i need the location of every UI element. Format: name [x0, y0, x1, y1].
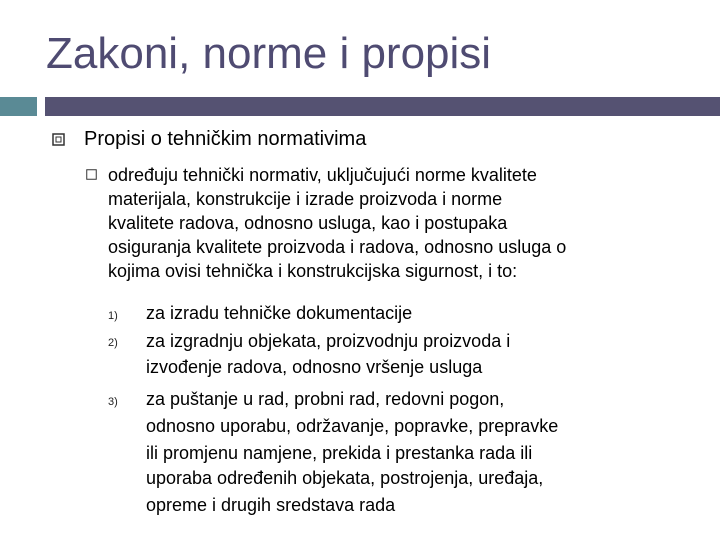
list-item-line: ili promjenu namjene, prekida i prestanka rada ili	[146, 443, 533, 463]
level2-text-line: kojima ovisi tehnička i konstrukcijska sigurnost, i to:	[108, 261, 518, 281]
list-number: 1)	[108, 310, 118, 322]
list-item-line: za izgradnju objekata, proizvodnju proizvoda i	[146, 331, 511, 351]
list-item-line: odnosno uporabu, održavanje, popravke, prepravke	[146, 416, 559, 436]
accent-square	[0, 97, 37, 116]
list-item-line: opreme i drugih sredstava rada	[146, 495, 396, 515]
list-item-line: uporaba određenih objekata, postrojenja, uređaja,	[146, 468, 544, 488]
level2-text-line: kvalitete radova, odnosno usluga, kao i postupaka	[108, 213, 508, 233]
level2-text-line: osiguranja kvalitete proizvoda i radova, odnosno usluga o	[108, 237, 567, 257]
list-number: 3)	[108, 396, 118, 408]
list-number: 2)	[108, 337, 118, 349]
level2-text-line: određuju tehnički normativ, uključujući norme kvalitete	[108, 165, 537, 185]
slide-title: Zakoni, norme i propisi	[46, 29, 492, 78]
list-item-line: za puštanje u rad, probni rad, redovni pogon,	[146, 389, 505, 409]
hollow-square-icon	[52, 133, 65, 146]
level2-text-line: materijala, konstrukcije i izrade proizvoda i norme	[108, 189, 503, 209]
title-underline-bar	[45, 97, 720, 116]
level1-bullet-text: Propisi o tehničkim normativima	[84, 128, 367, 150]
hollow-square-icon	[86, 169, 97, 180]
list-item-line: izvođenje radova, odnosno vršenje usluga	[146, 357, 483, 377]
list-item-line: za izradu tehničke dokumentacije	[146, 303, 413, 323]
